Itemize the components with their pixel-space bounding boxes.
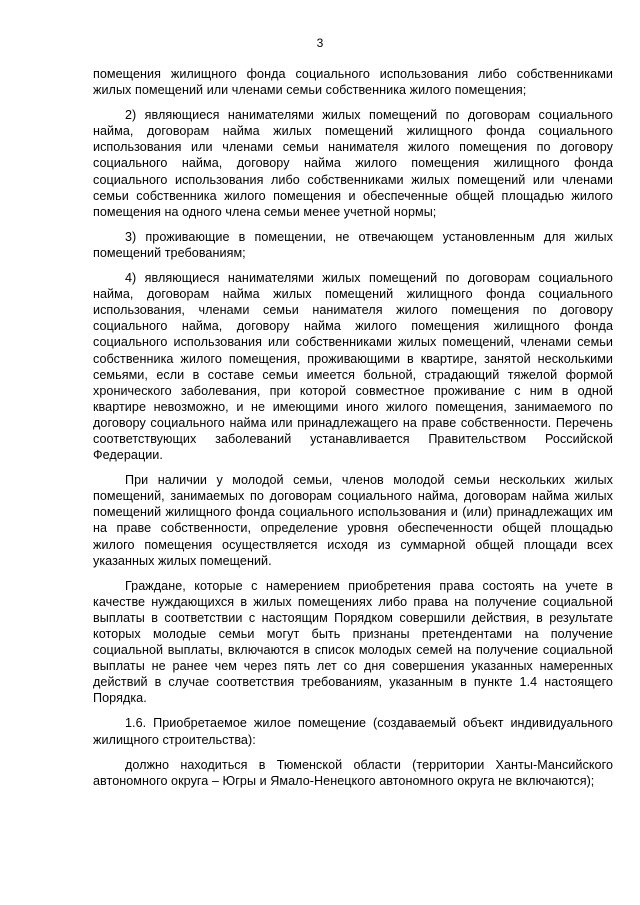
page-number: 3 <box>316 36 324 50</box>
paragraph-intentional-actions: Граждане, которые с намерением приобретения права состоять на учете в качестве нуждающихся в жилых помещениях либо права на получение социальной выплаты в соответствии с настоящим Порядком совершили действия, в результате которых молодые семьи могут быть признаны претендентами на получение социальной выплаты, включаются в список молодых семей на получение социальной выплаты не ранее чем через пять лет со дня совершения указанных намеренных действий в случае соответствия требованиям, указанным в пункте 1.4 настоящего Порядка. <box>93 578 613 706</box>
paragraph-section-1-6: 1.6. Приобретаемое жилое помещение (создаваемый объект индивидуального жилищного строительства): <box>93 716 613 747</box>
paragraph-item-4: 4) являющиеся нанимателями жилых помещений по договорам социального найма, договорам найма жилых помещений жилищного фонда социального использования, членами семьи нанимателя жилого помещения по договору социального найма, договору найма жилого помещения жилищного фонда социального использования или собственниками жилых помещений, членами семьи собственника жилого помещения, проживающими в квартире, занятой несколькими семьями, если в составе семьи имеется больной, страдающий тяжелой формой хронического заболевания, при которой совместное проживание с ним в одной квартире невозможно, и не имеющими иного жилого помещения, занимаемого по договору социального найма или принадлежащего на праве собственности. Перечень соответствующих заболеваний устанавливается Правительством Российской Федерации. <box>93 271 613 463</box>
paragraph-multiple-dwellings: При наличии у молодой семьи, членов молодой семьи нескольких жилых помещений, занимаемых по договорам социального найма, договорам найма жилых помещений жилищного фонда социального использования и (или) принадлежащих им на праве собственности, определение уровня обеспеченности общей площадью жилого помещения осуществляется исходя из суммарной общей площади всех указанных жилых помещений. <box>93 473 613 568</box>
paragraph-continuation: помещения жилищного фонда социального использования либо собственниками жилых помещений или членами семьи собственника жилого помещения; <box>93 67 613 98</box>
paragraph-location-requirement: должно находиться в Тюменской области (территории Ханты-Мансийского автономного округа – Югры и Ямало-Ненецкого автономного округа не включаются); <box>93 757 613 788</box>
paragraph-item-2: 2) являющиеся нанимателями жилых помещений по договорам социального найма, договорам найма жилых помещений жилищного фонда социального использования или членами семьи нанимателя жилого помещения по договору социального найма, договору найма жилого помещения жилищного фонда социального использования либо собственниками жилых помещений или членами семьи собственника жилого помещения и обеспеченные общей площадью жилого помещения на одного члена семьи менее учетной нормы; <box>93 108 613 219</box>
document-body <box>93 66 613 789</box>
paragraph-item-3: 3) проживающие в помещении, не отвечающем установленным для жилых помещений требованиям; <box>93 229 613 260</box>
